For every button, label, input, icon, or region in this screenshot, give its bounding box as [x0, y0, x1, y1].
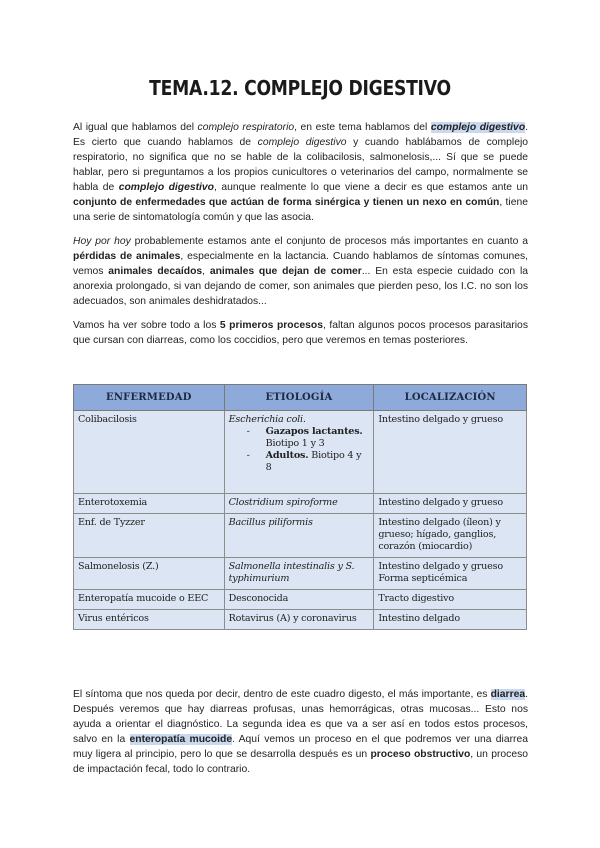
cell-etiologia: [224, 411, 374, 494]
cell-localizacion: Intestino delgado y grueso: [374, 411, 527, 494]
pathogen-name: Escherichia coli: [228, 414, 303, 425]
term-italic: complejo digestivo: [257, 137, 347, 148]
table-row: [74, 411, 527, 494]
cell-etiologia: [224, 514, 374, 558]
text: , faltan algunos pocos procesos parasitarios que cursan con diarreas, como los coccidios, pero que veremos en temas posteriores.: [73, 320, 528, 346]
intro-paragraph: [73, 120, 528, 225]
text: , aunque realmente lo que viene a decir es que estamos ante un: [214, 182, 529, 193]
cell-etiologia: Rotavirus (A) y coronavirus: [224, 610, 374, 630]
cell-localizacion: Intestino delgado (íleon) y grueso; hígado, ganglios, corazón (miocardio): [374, 514, 527, 558]
cell-enfermedad: Enterotoxemia: [74, 494, 225, 514]
text: , un proceso de impactación fecal, todo lo contrario.: [73, 749, 529, 775]
symptom-paragraph: [73, 687, 528, 777]
cell-localizacion: Tracto digestivo: [374, 590, 527, 610]
cell-enfermedad: Enf. de Tyzzer: [74, 514, 225, 558]
cell-localizacion: Intestino delgado: [374, 610, 527, 630]
text: ... En esta especie cuidado con la anorexia prolongado, si van dejando de comer, son animales que pierden peso, los I.C. no son los adecuados, son animales deshidratados...: [73, 266, 528, 307]
text: Vamos ha ver sobre todo a los: [73, 320, 220, 331]
list-item: [247, 450, 370, 474]
text: , especialmente en la lactancia. Cuando hablamos de síntomas comunes, vemos: [73, 251, 528, 277]
term-italic: complejo respiratorio: [197, 122, 295, 133]
biotype-text: Biotipo 1 y 3: [265, 438, 325, 449]
cell-localizacion: Intestino delgado y grueso: [374, 494, 527, 514]
cell-enfermedad: Colibacilosis: [74, 411, 225, 494]
text: , en este tema hablamos del: [294, 122, 431, 133]
losses-paragraph: [73, 234, 528, 309]
term-italic: Hoy por hoy: [73, 236, 131, 247]
header-localizacion: LOCALIZACIÓN: [374, 385, 527, 411]
text: . Después veremos que hay diarreas profusas, unas hemorrágicas, otras mucosas... Esto nos ayuda a orientar el diagnóstico. La segunda idea es que va a ser así en todos estos procesos, salvo en la: [73, 689, 528, 745]
text: ,: [202, 266, 210, 277]
cell-localizacion: [374, 558, 527, 590]
text: probablemente estamos ante el conjunto de procesos más importantes en cuanto a: [130, 236, 528, 247]
location-text: Forma septicémica: [378, 573, 468, 584]
location-text: Intestino delgado y grueso: [378, 561, 503, 572]
page-title: TEMA.12. COMPLEJO DIGESTIVO: [149, 76, 451, 100]
text: , tiene una serie de sintomatología común y que las asocia.: [73, 197, 528, 223]
text: .: [302, 414, 306, 425]
term-bold: animales que dejan de comer: [209, 266, 362, 277]
text: El síntoma que nos queda por decir, dentro de este cuadro digesto, el más importante, es: [73, 689, 491, 700]
text: Al igual que hablamos del: [73, 122, 198, 133]
diseases-table: [73, 384, 527, 630]
pathogen-name: Salmonella intestinalis y S. typhimurium: [228, 561, 355, 584]
table-row: [74, 590, 527, 610]
cell-etiologia: [224, 558, 374, 590]
processes-paragraph: [73, 318, 528, 348]
text: y cuando hablábamos de complejo respiratorio, no significa que no se hable de la colibacilosis, salmonelosis,... Sí que se puede hablar, pero si preguntamos a los propios cunicultores o veterinarios del campo, normalmente se habla de: [73, 137, 528, 193]
term-bold: conjunto de enfermedades que actúan de forma sinérgica y tienen un nexo en común: [73, 197, 500, 208]
cell-enfermedad: Enteropatía mucoide o EEC: [74, 590, 225, 610]
pathogen-name: Clostridium spiroforme: [228, 497, 338, 508]
cell-etiologia: [224, 494, 374, 514]
text: . Es cierto que cuando hablamos de: [73, 122, 529, 148]
biotype-text: Biotipo 4 y 8: [265, 450, 362, 473]
cell-etiologia: Desconocida: [224, 590, 374, 610]
header-etiologia: ETIOLOGÍA: [224, 385, 374, 411]
term-bold: 5 primeros procesos: [219, 320, 323, 331]
table-header-row: [74, 385, 527, 411]
cell-enfermedad: Salmonelosis (Z.): [74, 558, 225, 590]
highlighted-term: complejo digestivo: [430, 122, 526, 133]
table-row: [74, 494, 527, 514]
table-row: [74, 610, 527, 630]
group-label: Gazapos lactantes.: [265, 426, 363, 437]
cell-enfermedad: Virus entéricos: [74, 610, 225, 630]
pathogen-name: Bacillus piliformis: [228, 517, 313, 528]
text: . Aquí vemos un proceso en el que podremos ver una diarrea muy ligera al principio, pero lo que se desarrolla después es un: [73, 734, 528, 760]
table-row: [74, 514, 527, 558]
list-item: [247, 426, 370, 450]
biotype-list: [247, 426, 370, 474]
header-enfermedad: ENFERMEDAD: [74, 385, 225, 411]
highlighted-term: enteropatía mucoide: [129, 734, 233, 745]
term-bold: pérdidas de animales: [73, 251, 181, 262]
table-row: [74, 558, 527, 590]
highlighted-term: diarrea: [490, 689, 526, 700]
term-bold: animales decaídos: [108, 266, 203, 277]
term-bold: proceso obstructivo: [370, 749, 471, 760]
group-label: Adultos.: [265, 450, 309, 461]
term-bold-italic: complejo digestivo: [118, 182, 215, 193]
